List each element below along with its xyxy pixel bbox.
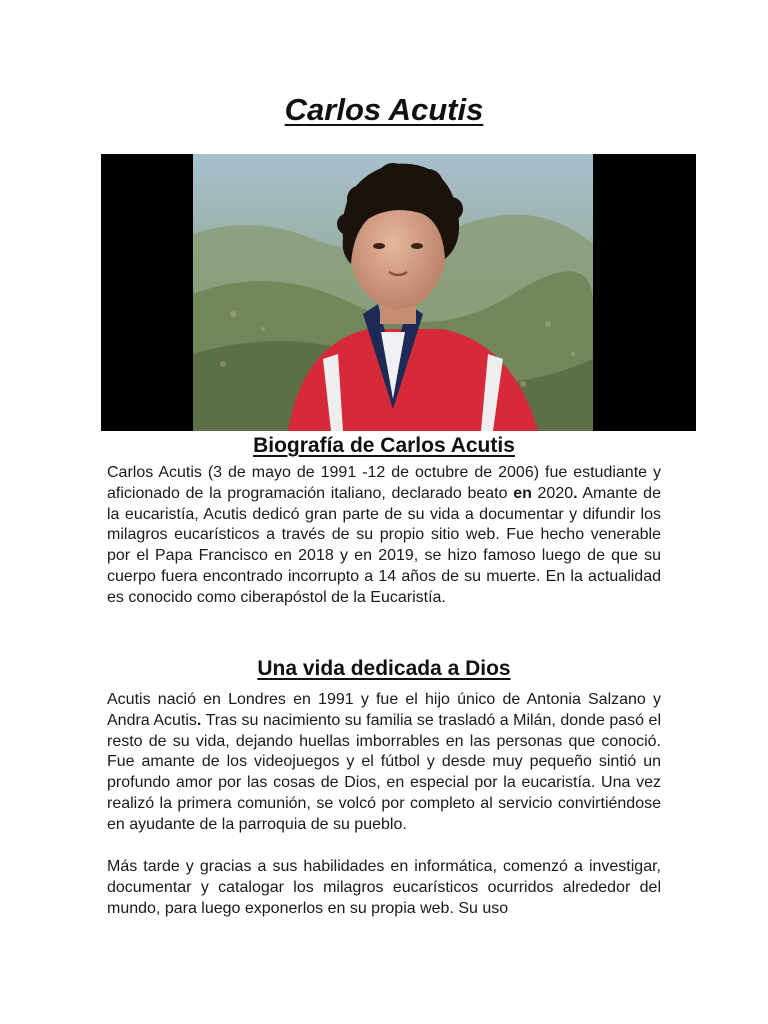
page-title: Carlos Acutis [284,92,484,127]
portrait-photo-icon [193,154,593,431]
text-run: 2020 [531,484,574,502]
paragraph-biografia [107,463,661,609]
text-run-bold: . [573,484,578,502]
section-heading-vida: Una vida dedicada a Dios [257,657,511,680]
text-run-bold: en [513,484,532,502]
text-run-bold: . [196,711,202,729]
text-run: Tras su nacimiento su familia se trasladó a Milán, donde pasó el resto de su vida, dejando huellas imborrables en las personas que conoció. Fue amante de los videojuegos y el fútbol y desde muy pequeño sintió un profundo amor por las cosas de Dios, en especial por la eucaristía. Una vez realizó la primera comunión, se volcó por completo al servicio convirtiéndose en ayudante de la parroquia de su pueblo. [107,711,661,833]
text-run: Acutis nació en Londres en 1991 y fue el hijo único de Antonia Salzano y Andra Acutis [107,691,661,729]
text-run: Carlos Acutis (3 de mayo de 1991 -12 de octubre de 2006) fue estudiante y aficionado de la programación italiano, declarado beato [107,464,661,502]
photo-frame [101,154,696,431]
portrait-photo [193,154,593,431]
paragraph-vida-1 [107,690,661,836]
text-run: Amante de la eucaristía, Acutis dedicó gran parte de su vida a documentar y difundir los milagros eucarísticos a través de su propio sitio web. Fue hecho venerable por el Papa Francisco en 2018 y en 2019, se hizo famoso luego de que su cuerpo fuera encontrado incorrupto a 14 años de su muerte. En la actualidad es conocido como ciberapóstol de la Eucaristía. [107,484,661,606]
paragraph-vida-2: Más tarde y gracias a sus habilidades en informática, comenzó a investigar, documentar y catalogar los milagros eucarísticos ocurridos alrededor del mundo, para luego exponerlos en su propia web. Su uso [107,858,661,917]
section-heading-biografia: Biografía de Carlos Acutis [253,434,515,457]
